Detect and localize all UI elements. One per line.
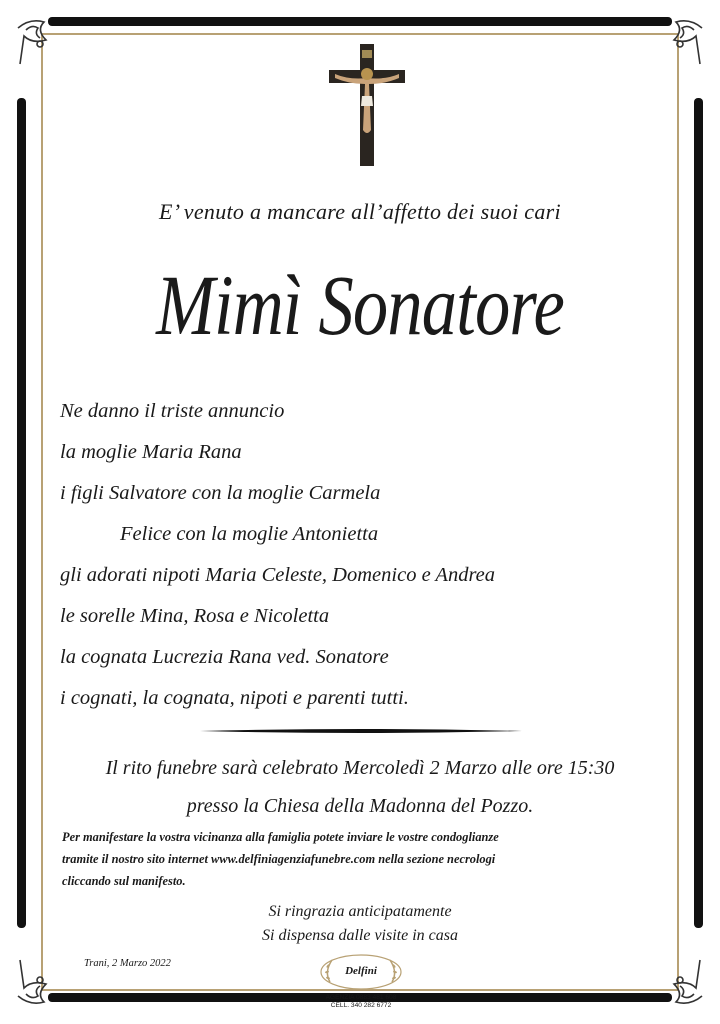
- crucifix-icon: [329, 44, 405, 166]
- notice-line: cliccando sul manifesto.: [62, 874, 186, 888]
- thanks-line: Si ringrazia anticipatamente: [268, 903, 452, 920]
- thanks-line: Si dispensa dalle visite in casa: [262, 927, 458, 944]
- notice-line: Per manifestare la vostra vicinanza alla famiglia potete inviare le vostre condoglianze: [62, 830, 499, 844]
- deceased-name: Mimì Sonatore: [156, 257, 564, 353]
- condolence-notice: [62, 826, 674, 892]
- divider: [200, 728, 522, 734]
- place-date: Trani, 2 Marzo 2022: [84, 958, 171, 969]
- family-line: la moglie Maria Rana: [60, 441, 242, 463]
- agency-phone: AGENZIA 0883 481 608: [325, 994, 397, 1001]
- family-announcement: [60, 395, 660, 723]
- family-line: Felice con la moglie Antonietta: [120, 523, 379, 545]
- agency-logo: [308, 952, 414, 1018]
- agency-cell: CELL. 340 282 6772: [330, 1002, 392, 1009]
- family-line: i figli Salvatore con la moglie Carmela: [60, 482, 381, 504]
- family-line: gli adorati nipoti Maria Celeste, Domenico e Andrea: [60, 564, 496, 586]
- thanks-block: [0, 900, 720, 948]
- family-line: Ne danno il triste annuncio: [60, 400, 285, 422]
- agency-name: Delfini: [345, 965, 377, 977]
- intro-line: E’ venuto a mancare all’affetto dei suoi cari: [159, 199, 561, 224]
- funeral-line: presso la Chiesa della Madonna del Pozzo.: [186, 795, 534, 817]
- family-line: la cognata Lucrezia Rana ved. Sonatore: [60, 646, 389, 668]
- family-line: i cognati, la cognata, nipoti e parenti tutti.: [60, 687, 409, 709]
- funeral-line: Il rito funebre sarà celebrato Mercoledì 2 Marzo alle ore 15:30: [105, 757, 615, 779]
- notice-line: tramite il nostro sito internet www.delfiniagenziafunebre.com nella sezione necrologi: [62, 852, 496, 866]
- family-line: le sorelle Mina, Rosa e Nicoletta: [60, 605, 330, 627]
- funeral-info: [0, 752, 720, 828]
